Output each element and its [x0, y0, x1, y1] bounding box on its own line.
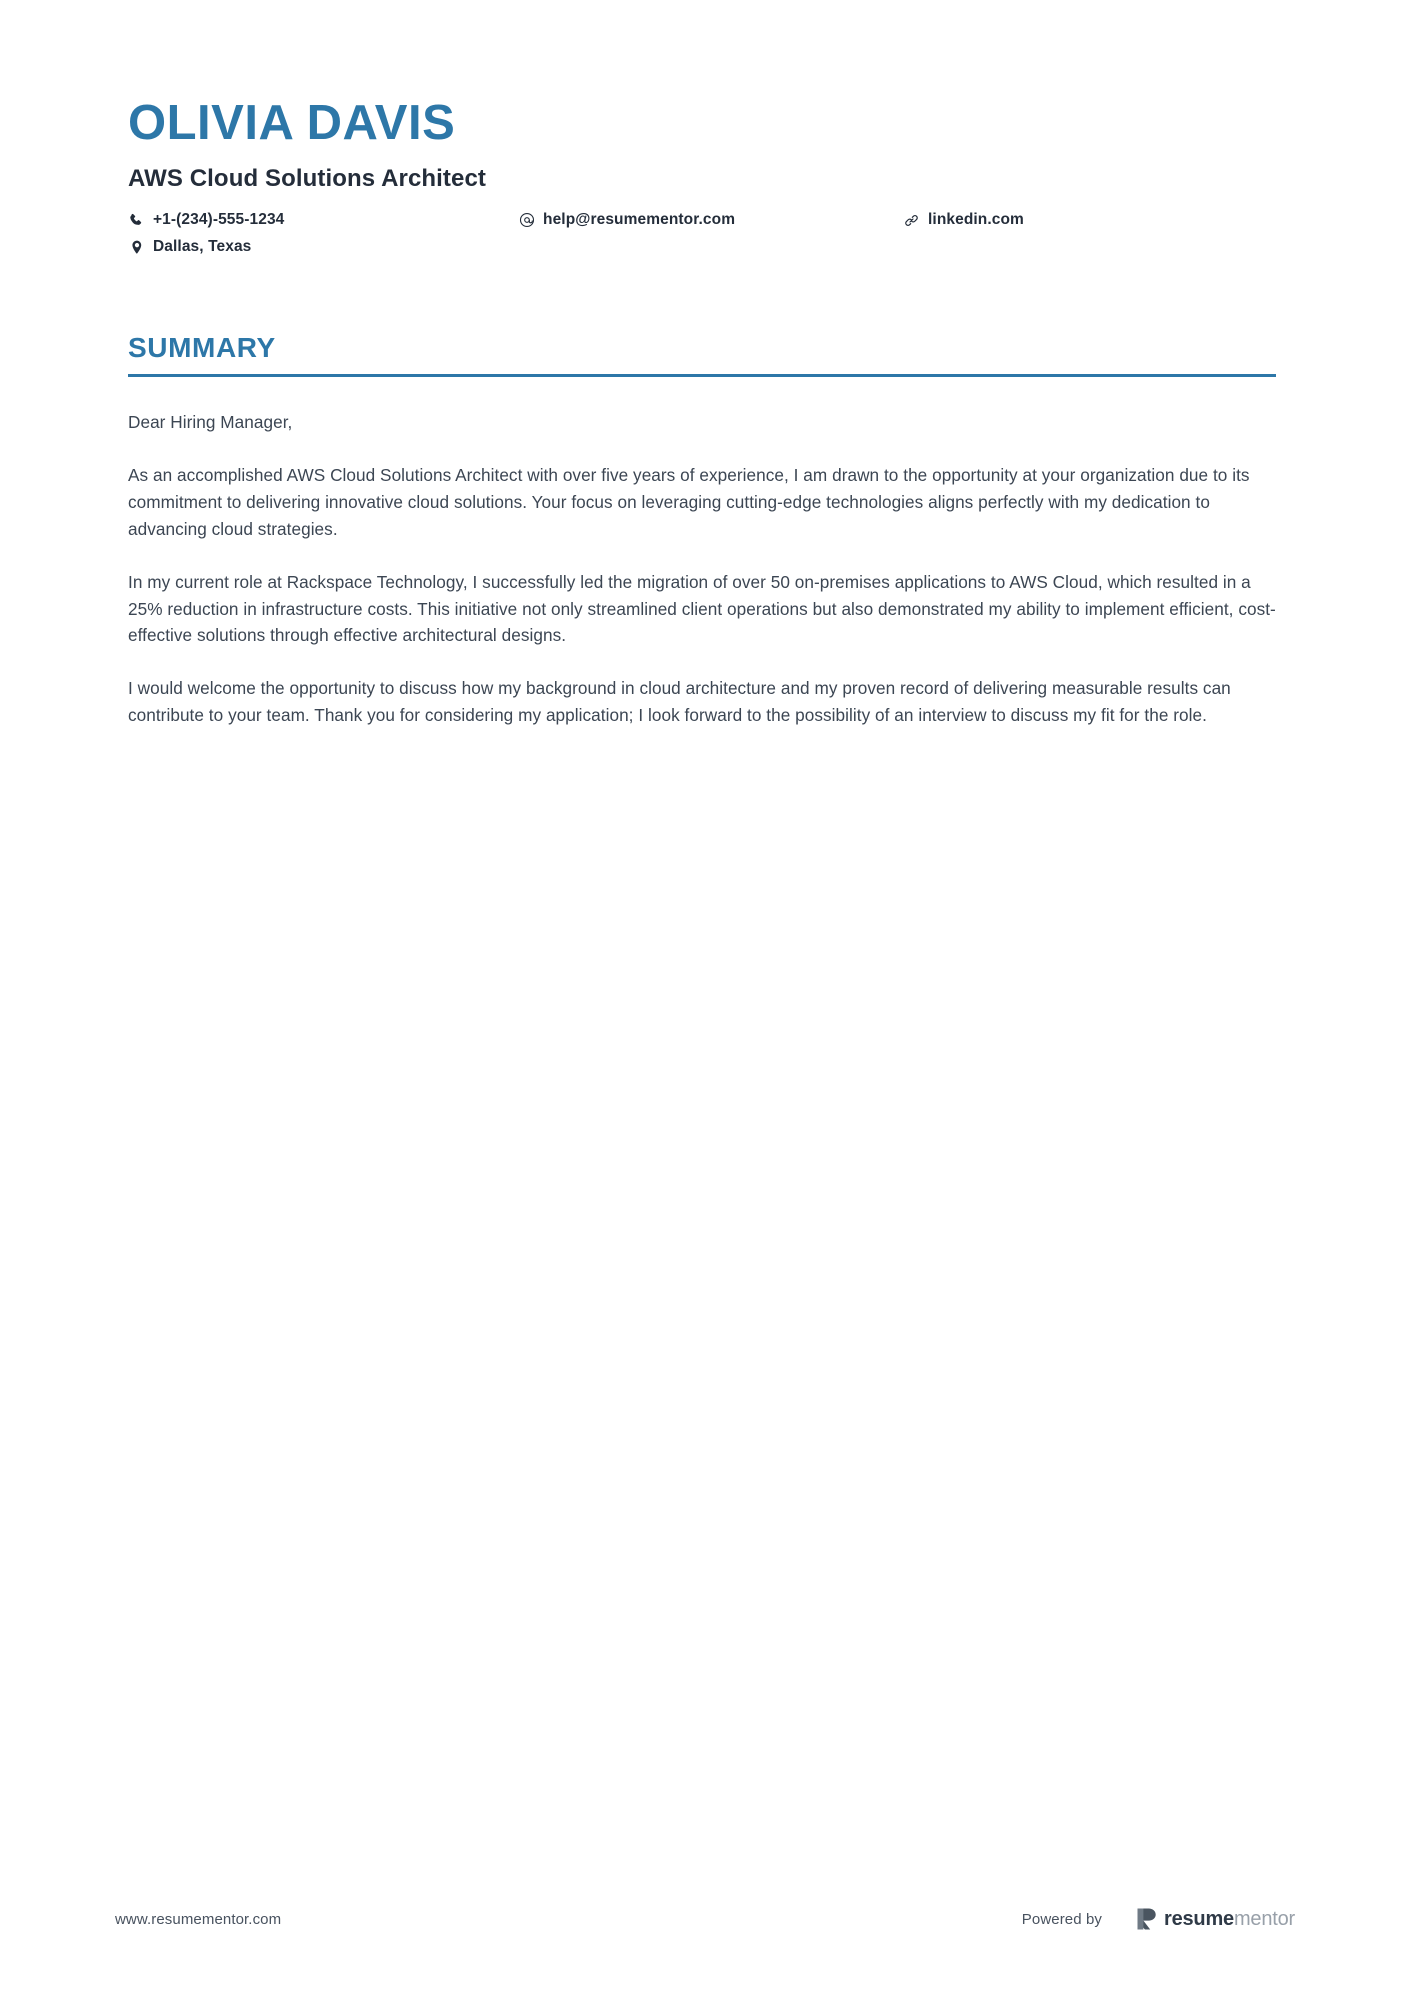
footer-website-url[interactable]: www.resumementor.com	[115, 1910, 282, 1928]
brand-lockup[interactable]	[1136, 1907, 1295, 1931]
contact-phone[interactable]	[128, 211, 518, 229]
brand-name	[1164, 1908, 1295, 1931]
candidate-name: OLIVIA DAVIS	[128, 96, 456, 150]
contact-email-value: help@resumementor.com	[543, 211, 736, 229]
phone-icon	[128, 212, 145, 229]
contact-location	[128, 238, 518, 256]
letter-salutation: Dear Hiring Manager,	[128, 412, 293, 433]
brand-name-bold: resume	[1164, 1907, 1234, 1930]
letter-paragraph-2: In my current role at Rackspace Technology, I successfully led the migration of over 50 on-premises applications to AWS Cloud, which resulted in a 25% reduction in infrastructure costs. This initiative not only streamlined client operations but also demonstrated my ability to implement efficient, cost-effective solutions through effective architectural designs.	[128, 571, 1276, 646]
map-pin-icon	[128, 239, 145, 256]
at-sign-icon	[518, 212, 535, 229]
link-icon	[903, 212, 920, 229]
section-title-summary: SUMMARY	[128, 332, 276, 364]
letter-paragraph-1: As an accomplished AWS Cloud Solutions Architect with over five years of experience, I am drawn to the opportunity at your organization due to its commitment to delivering innovative cloud solutions. Your focus on leveraging cutting-edge technologies aligns perfectly with my dedication to advancing cloud strategies.	[128, 465, 1250, 539]
contact-location-value: Dallas, Texas	[153, 238, 252, 256]
candidate-job-title: AWS Cloud Solutions Architect	[128, 165, 487, 193]
brand-name-light: mentor	[1233, 1907, 1295, 1930]
contact-block	[128, 211, 1276, 256]
footer-branding	[1022, 1907, 1295, 1931]
contact-row-secondary	[128, 238, 1276, 256]
resume-header	[128, 0, 1276, 256]
summary-section	[128, 332, 1276, 728]
page-footer	[115, 1907, 1295, 1931]
powered-by-label: Powered by	[1021, 1910, 1102, 1928]
contact-linkedin-value: linkedin.com	[928, 211, 1024, 229]
contact-phone-value: +1-(234)-555-1234	[153, 211, 285, 229]
contact-linkedin[interactable]	[903, 211, 1024, 229]
cover-letter-body	[128, 409, 1276, 728]
page-content	[128, 0, 1276, 729]
contact-email[interactable]	[518, 211, 903, 229]
contact-row-primary	[128, 211, 1276, 229]
section-divider	[128, 374, 1276, 377]
letter-paragraph-3: I would welcome the opportunity to discuss how my background in cloud architecture and my proven record of delivering measurable results can contribute to your team. Thank you for considering my application; I look forward to the possibility of an interview to discuss my fit for the role.	[128, 678, 1231, 726]
resumementor-logo-icon	[1136, 1907, 1157, 1931]
